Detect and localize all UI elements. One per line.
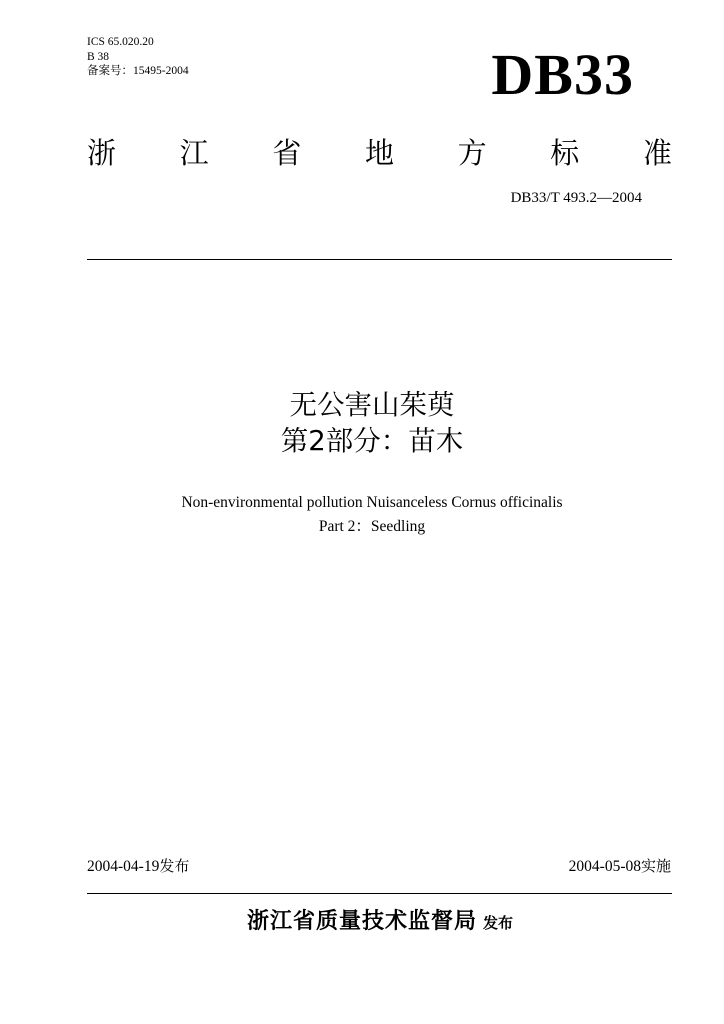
- standard-type-char: 江: [179, 136, 209, 170]
- chinese-title: [0, 387, 724, 459]
- english-title-line-2: Part 2：Seedling: [318, 518, 426, 535]
- header-meta: [87, 35, 189, 79]
- issue-date-value: 2004-04-19: [87, 858, 160, 875]
- standard-number: DB33/T 493.2—2004: [510, 190, 642, 206]
- bottom-divider: [87, 893, 672, 894]
- top-divider: [87, 259, 672, 260]
- ccs-code: B 38: [87, 50, 110, 63]
- english-title: [0, 491, 724, 539]
- chinese-title-line-1: 无公害山茱萸: [289, 389, 455, 421]
- issuer-org: 浙江省质量技术监督局: [246, 909, 477, 934]
- standard-type-char: 浙: [87, 136, 117, 170]
- effective-date-label: 实施: [640, 857, 671, 875]
- standard-type-char: 标: [550, 136, 580, 170]
- chinese-title-line-2: 第2部分：苗木: [280, 425, 464, 457]
- issue-date: [87, 855, 189, 878]
- standard-type-char: 省: [272, 136, 302, 170]
- record-number: 备案号：15495-2004: [87, 65, 189, 77]
- issue-date-label: 发布: [159, 857, 190, 875]
- effective-date: [569, 855, 671, 878]
- standard-type-char: 地: [364, 136, 394, 170]
- ics-code: ICS 65.020.20: [87, 36, 154, 48]
- standard-type-char: 方: [457, 136, 487, 170]
- standard-code-logo: DB33: [491, 42, 634, 107]
- english-title-line-1: Non-environmental pollution Nuisanceless Cornus officinalis: [181, 494, 563, 511]
- issuing-authority: [0, 905, 724, 940]
- issuer-action: 发布: [483, 914, 514, 932]
- effective-date-value: 2004-05-08: [568, 858, 641, 875]
- standard-type-char: 准: [642, 136, 672, 170]
- standard-type-title: [87, 133, 672, 173]
